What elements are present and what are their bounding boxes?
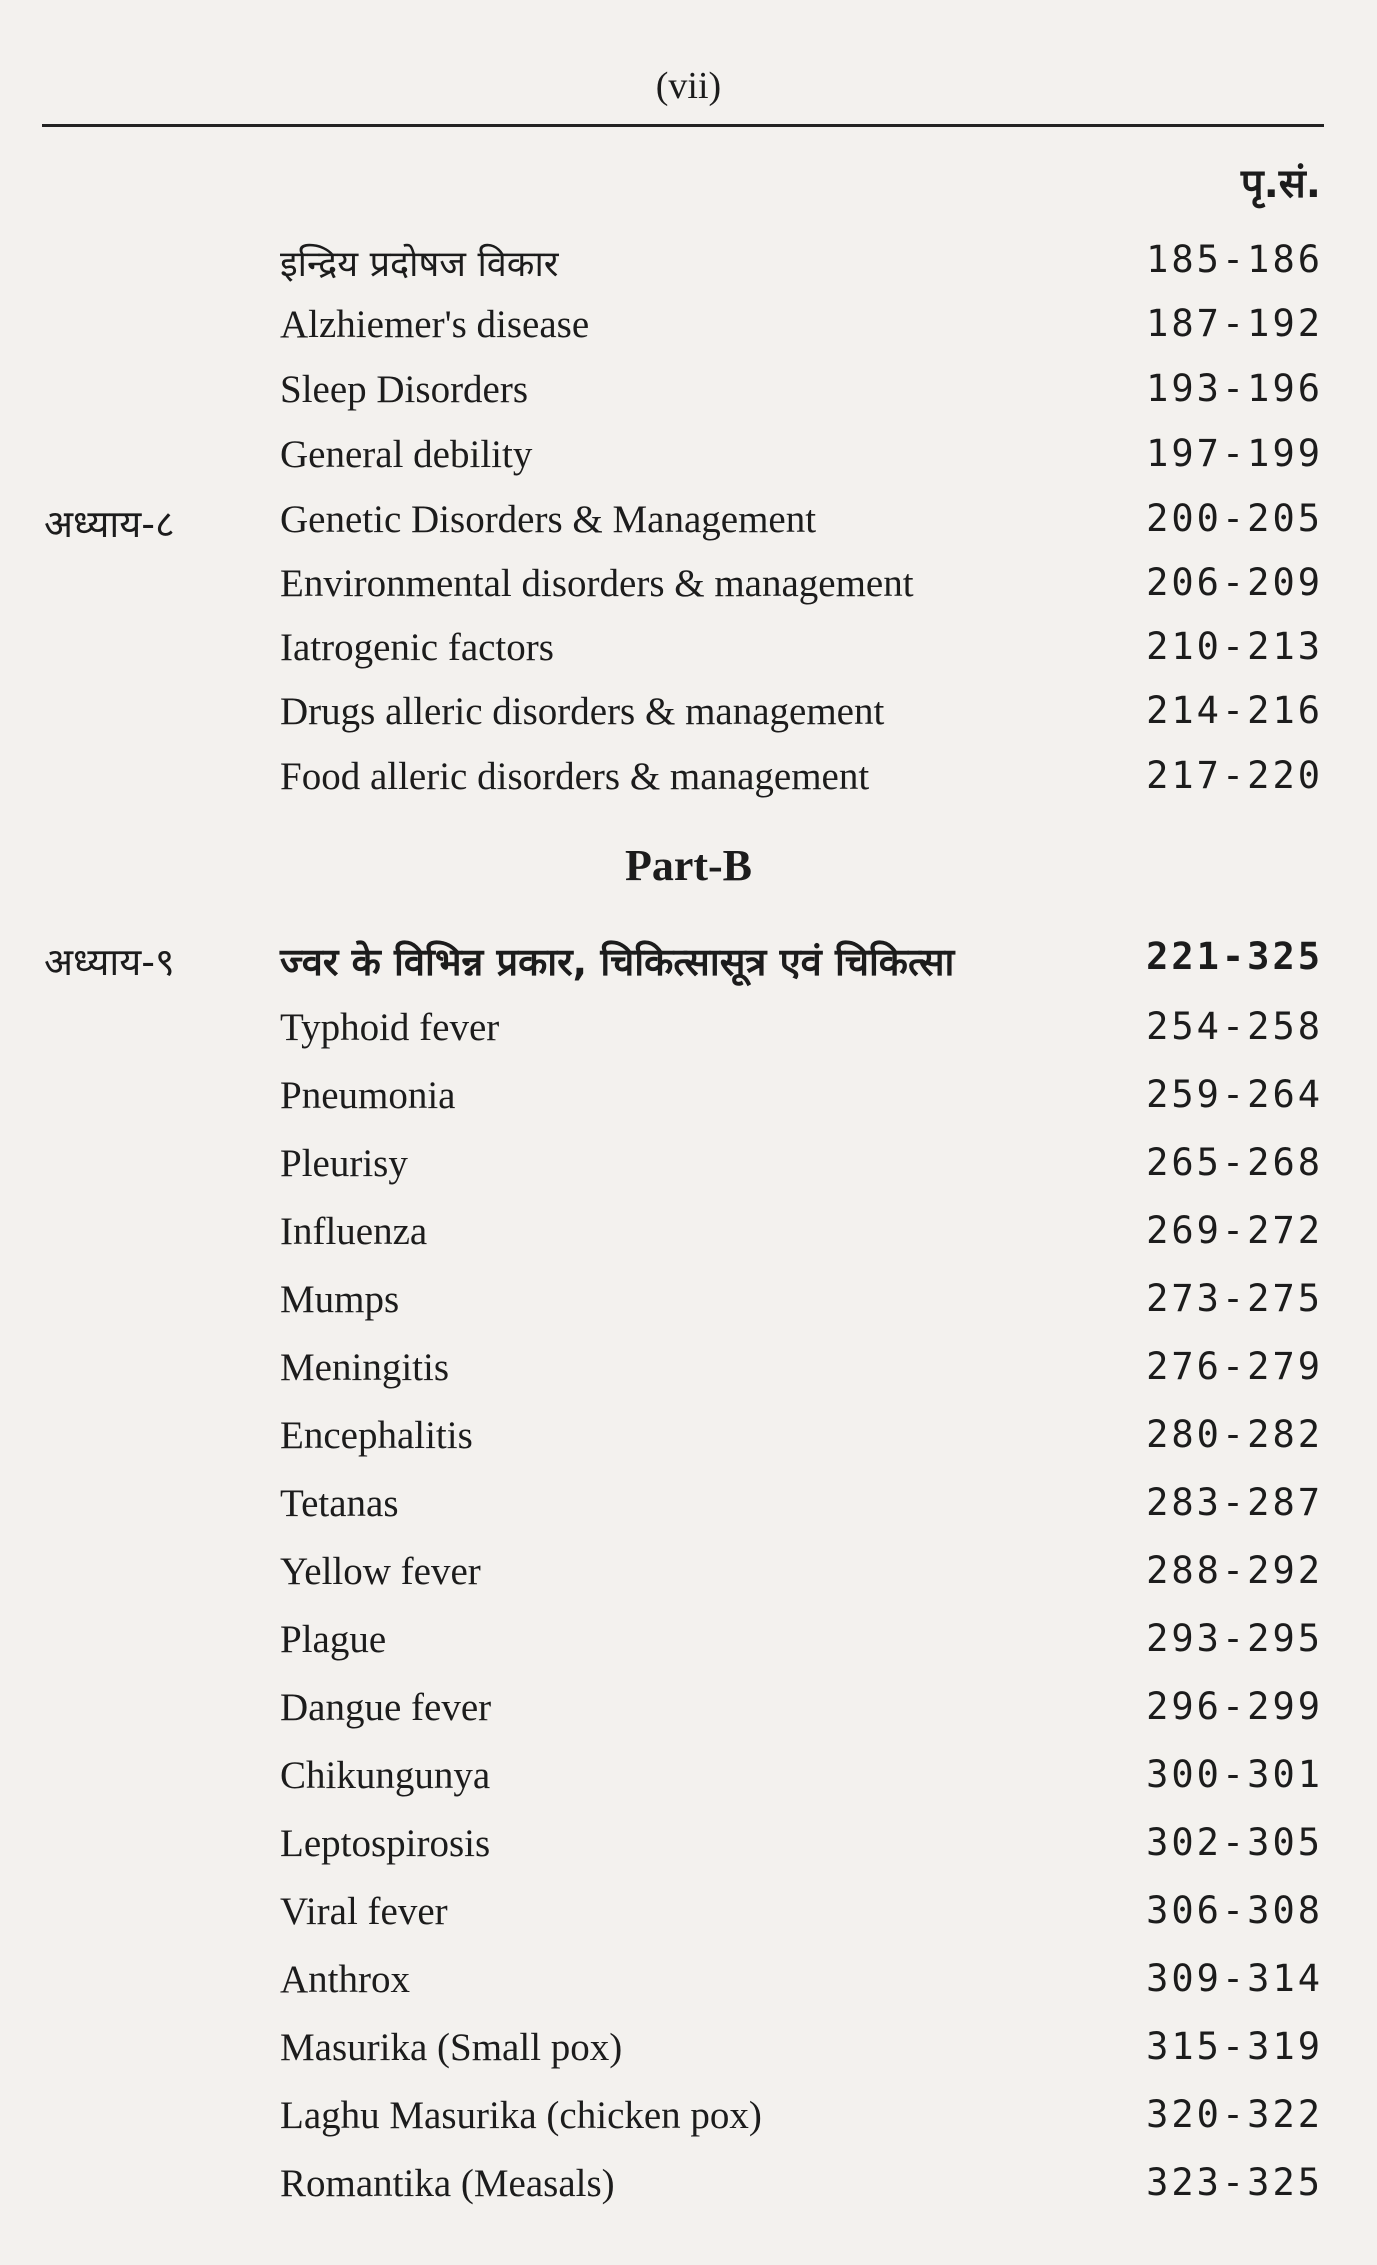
toc-entry [0,754,1377,814]
toc-title: Drugs alleric disorders & management [280,690,885,733]
toc-title: इन्द्रिय प्रदोषज विकार [280,244,559,285]
toc-entry [0,302,1377,362]
toc-title: General debility [280,433,533,476]
toc-pages: 265-268 [1146,1141,1323,1184]
toc-pages: 302-305 [1146,1821,1323,1864]
toc-pages: 221-325 [1146,935,1323,978]
toc-pages: 214-216 [1146,689,1323,732]
toc-pages: 269-272 [1146,1209,1323,1252]
toc-entry [0,1481,1377,1541]
toc-entry [0,1685,1377,1745]
toc-title: Environmental disorders & management [280,562,914,605]
toc-entry [0,432,1377,492]
toc-entry [0,1889,1377,1949]
toc-pages: 280-282 [1146,1413,1323,1456]
toc-title: Romantika (Measals) [280,2162,615,2205]
toc-title: Encephalitis [280,1414,473,1457]
toc-entry [0,1753,1377,1813]
toc-title: Plague [280,1618,387,1661]
toc-title: Pleurisy [280,1142,408,1185]
toc-title: Leptospirosis [280,1822,491,1865]
toc-entry [0,935,1377,995]
toc-pages: 259-264 [1146,1073,1323,1116]
toc-title: Food alleric disorders & management [280,755,870,798]
toc-entry [0,561,1377,621]
toc-pages: 217-220 [1146,754,1323,797]
toc-entry [0,1277,1377,1337]
toc-title: ज्वर के विभिन्न प्रकार, चिकित्सासूत्र एवं चिकित्सा [280,940,955,984]
toc-title: Mumps [280,1278,400,1321]
toc-entry [0,2093,1377,2153]
page-number: (vii) [655,65,722,107]
toc-entry [0,1209,1377,1269]
toc-entry [0,1549,1377,1609]
toc-pages: 210-213 [1146,625,1323,668]
toc-title: Typhoid fever [280,1006,500,1049]
toc-pages: 197-199 [1146,432,1323,475]
toc-pages: 309-314 [1146,1957,1323,2000]
toc-pages: 254-258 [1146,1005,1323,1048]
toc-pages: 200-205 [1146,497,1323,540]
toc-entry [0,2025,1377,2085]
toc-pages: 300-301 [1146,1753,1323,1796]
toc-pages: 320-322 [1146,2093,1323,2136]
toc-pages: 306-308 [1146,1889,1323,1932]
header-rule [42,124,1324,127]
toc-pages: 273-275 [1146,1277,1323,1320]
toc-entry [0,238,1377,298]
page-column-header: पृ.सं. [1240,161,1321,207]
toc-title: Viral fever [280,1890,448,1933]
toc-title: Dangue fever [280,1686,492,1729]
toc-pages: 315-319 [1146,2025,1323,2068]
toc-entry [0,2161,1377,2221]
toc-pages: 283-287 [1146,1481,1323,1524]
part-heading: Part-B [624,841,753,890]
toc-pages: 187-192 [1146,302,1323,345]
toc-pages: 206-209 [1146,561,1323,604]
toc-title: Tetanas [280,1482,399,1525]
toc-pages: 296-299 [1146,1685,1323,1728]
toc-title: Pneumonia [280,1074,456,1117]
toc-title: Alzhiemer's disease [280,303,590,346]
toc-title: Masurika (Small pox) [280,2026,623,2069]
toc-entry [0,1345,1377,1405]
toc-entry [0,1617,1377,1677]
toc-pages: 288-292 [1146,1549,1323,1592]
toc-title: Meningitis [280,1346,450,1389]
toc-pages: 185-186 [1146,238,1323,281]
toc-pages: 193-196 [1146,367,1323,410]
toc-title: Yellow fever [280,1550,481,1593]
toc-entry [0,1141,1377,1201]
toc-entry [0,1413,1377,1473]
toc-entry [0,689,1377,749]
toc-chapter: अध्याय-९ [44,940,175,984]
toc-title: Influenza [280,1210,428,1253]
toc-title: Genetic Disorders & Management [280,498,817,541]
toc-chapter: अध्याय-८ [44,502,175,546]
toc-title: Sleep Disorders [280,368,529,411]
toc-entry [0,1073,1377,1133]
toc-pages: 276-279 [1146,1345,1323,1388]
toc-pages: 293-295 [1146,1617,1323,1660]
toc-entry [0,625,1377,685]
toc-entry [0,1957,1377,2017]
toc-title: Anthrox [280,1958,410,2001]
toc-entry [0,367,1377,427]
toc-title: Chikungunya [280,1754,491,1797]
toc-entry [0,497,1377,557]
toc-pages: 323-325 [1146,2161,1323,2204]
toc-entry [0,1005,1377,1065]
toc-title: Laghu Masurika (chicken pox) [280,2094,762,2137]
toc-entry [0,1821,1377,1881]
toc-title: Iatrogenic factors [280,626,554,669]
